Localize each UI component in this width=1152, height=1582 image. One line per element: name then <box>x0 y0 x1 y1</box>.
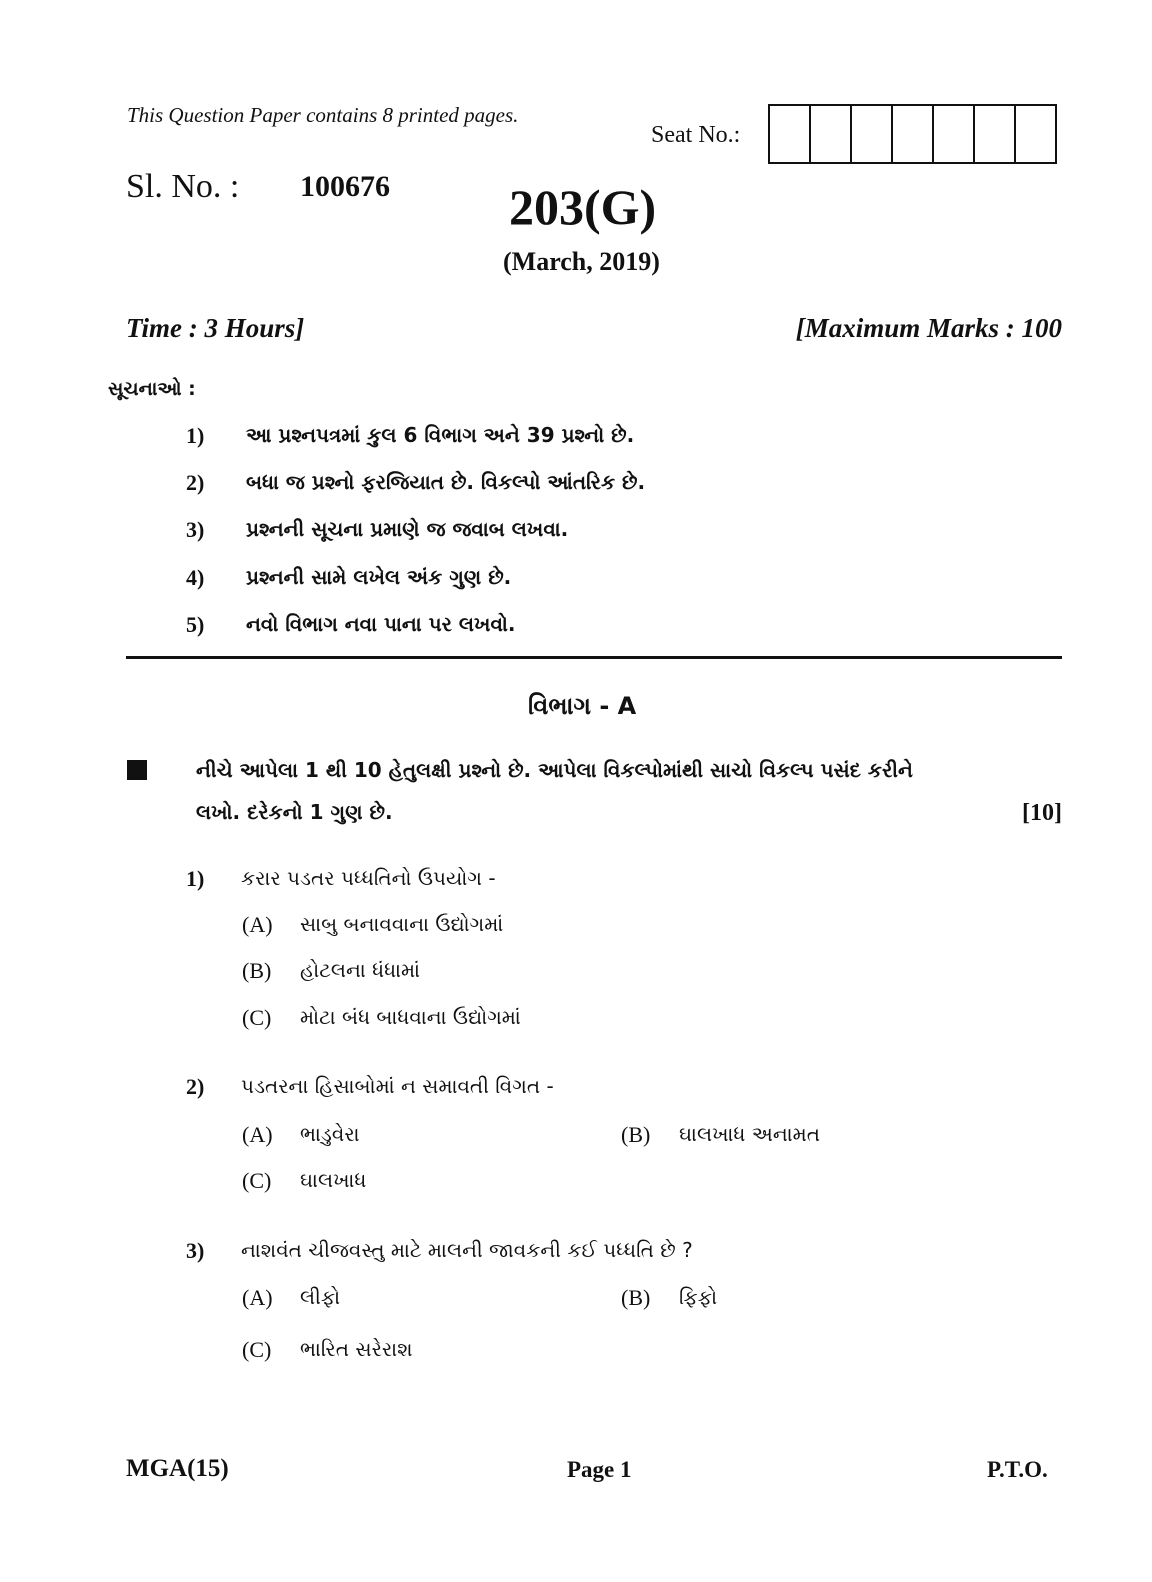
question-text: પડતરના હિસાબોમાં ન સમાવતી વિગત - <box>241 1074 554 1098</box>
instruction-item <box>186 423 634 449</box>
square-bullet-icon <box>127 760 147 780</box>
option-text: લીફો <box>300 1285 341 1309</box>
seat-digit-box <box>770 106 811 162</box>
instructions-title: સૂચનાઓ : <box>108 378 196 400</box>
instruction-number: 5) <box>186 612 205 637</box>
instruction-text: પ્રશ્નની સામે લખેલ અંક ગુણ છે. <box>246 565 512 589</box>
section-instruction-line-1: નીચે આપેલા 1 થી 10 હેતુલક્ષી પ્રશ્નો છે. આપેલા વિકલ્પોમાંથી સાચો વિકલ્પ પસંદ કરીને <box>196 758 913 782</box>
option-label: (B) <box>621 1285 651 1310</box>
serial-number-value: 100676 <box>300 170 390 203</box>
instruction-item <box>186 565 511 591</box>
option-text: હોટલના ધંધામાં <box>300 958 421 982</box>
option-text: ફિફો <box>679 1285 718 1309</box>
option-b <box>621 1285 717 1311</box>
option-b <box>621 1122 820 1148</box>
section-marks: [10] <box>1022 800 1062 826</box>
option-label: (B) <box>621 1122 651 1147</box>
seat-digit-box <box>852 106 893 162</box>
option-text: મોટા બંધ બાધવાના ઉદ્યોગમાં <box>300 1005 521 1029</box>
question-number: 1) <box>186 866 205 891</box>
option-text: ભાડુવેરા <box>300 1122 360 1146</box>
option-label: (A) <box>242 1122 273 1147</box>
footer-page-number: Page 1 <box>567 1457 632 1482</box>
option-label: (C) <box>242 1337 272 1362</box>
option-c <box>242 1337 413 1363</box>
seat-number-label: Seat No.: <box>651 122 741 148</box>
seat-digit-box <box>934 106 975 162</box>
instruction-number: 2) <box>186 470 205 495</box>
option-label: (C) <box>242 1168 272 1193</box>
question-number: 3) <box>186 1238 205 1263</box>
instruction-number: 1) <box>186 423 205 448</box>
option-a <box>242 1122 360 1148</box>
option-c <box>242 1005 521 1031</box>
instruction-text: નવો વિભાગ નવા પાના પર લખવો. <box>246 612 516 636</box>
question-2 <box>186 1074 554 1100</box>
option-a <box>242 912 503 938</box>
instruction-text: બધા જ પ્રશ્નો ફરજિયાત છે. વિકલ્પો આંતરિક છે. <box>246 470 646 494</box>
option-label: (A) <box>242 912 273 937</box>
seat-digit-box <box>811 106 852 162</box>
seat-number-boxes <box>768 104 1057 164</box>
option-text: ભારિત સરેરાશ <box>300 1337 413 1361</box>
paper-date: (March, 2019) <box>503 247 660 276</box>
seat-digit-box <box>1016 106 1055 162</box>
question-text: નાશવંત ચીજવસ્તુ માટે માલની જાવકની કઈ પધ્ધતિ છે ? <box>241 1238 693 1262</box>
instruction-item <box>186 470 645 496</box>
maximum-marks: [Maximum Marks : 100 <box>795 313 1062 343</box>
option-a <box>242 1285 340 1311</box>
paper-code: 203(G) <box>509 179 657 235</box>
instruction-number: 4) <box>186 565 205 590</box>
footer-paper-code: MGA(15) <box>126 1455 229 1482</box>
footer-pto: P.T.O. <box>987 1457 1048 1482</box>
option-label: (A) <box>242 1285 273 1310</box>
option-b <box>242 958 420 984</box>
option-c <box>242 1168 366 1194</box>
question-text: કરાર પડતર પધ્ધતિનો ઉપયોગ - <box>241 866 496 890</box>
instruction-item <box>186 612 516 638</box>
question-1 <box>186 866 496 892</box>
seat-digit-box <box>975 106 1016 162</box>
serial-number-label: Sl. No. : <box>126 168 240 205</box>
time-allowed: Time : 3 Hours] <box>126 313 305 343</box>
option-label: (C) <box>242 1005 272 1030</box>
question-number: 2) <box>186 1074 205 1099</box>
instruction-text: પ્રશ્નની સૂચના પ્રમાણે જ જવાબ લખવા. <box>246 517 569 541</box>
section-title: વિભાગ - A <box>528 692 637 720</box>
option-text: ઘાલખાધ અનામત <box>679 1122 821 1146</box>
section-divider <box>126 656 1062 659</box>
instruction-text: આ પ્રશ્નપત્રમાં કુલ 6 વિભાગ અને 39 પ્રશ્નો છે. <box>246 423 635 447</box>
option-text: સાબુ બનાવવાના ઉદ્યોગમાં <box>300 912 504 936</box>
option-label: (B) <box>242 958 272 983</box>
question-3 <box>186 1238 693 1264</box>
instruction-item <box>186 517 568 543</box>
instruction-number: 3) <box>186 517 205 542</box>
seat-digit-box <box>893 106 934 162</box>
section-instruction-line-2: લખો. દરેકનો 1 ગુણ છે. <box>196 800 393 824</box>
option-text: ઘાલખાધ <box>300 1168 367 1192</box>
page-count-note: This Question Paper contains 8 printed pages. <box>127 103 519 127</box>
